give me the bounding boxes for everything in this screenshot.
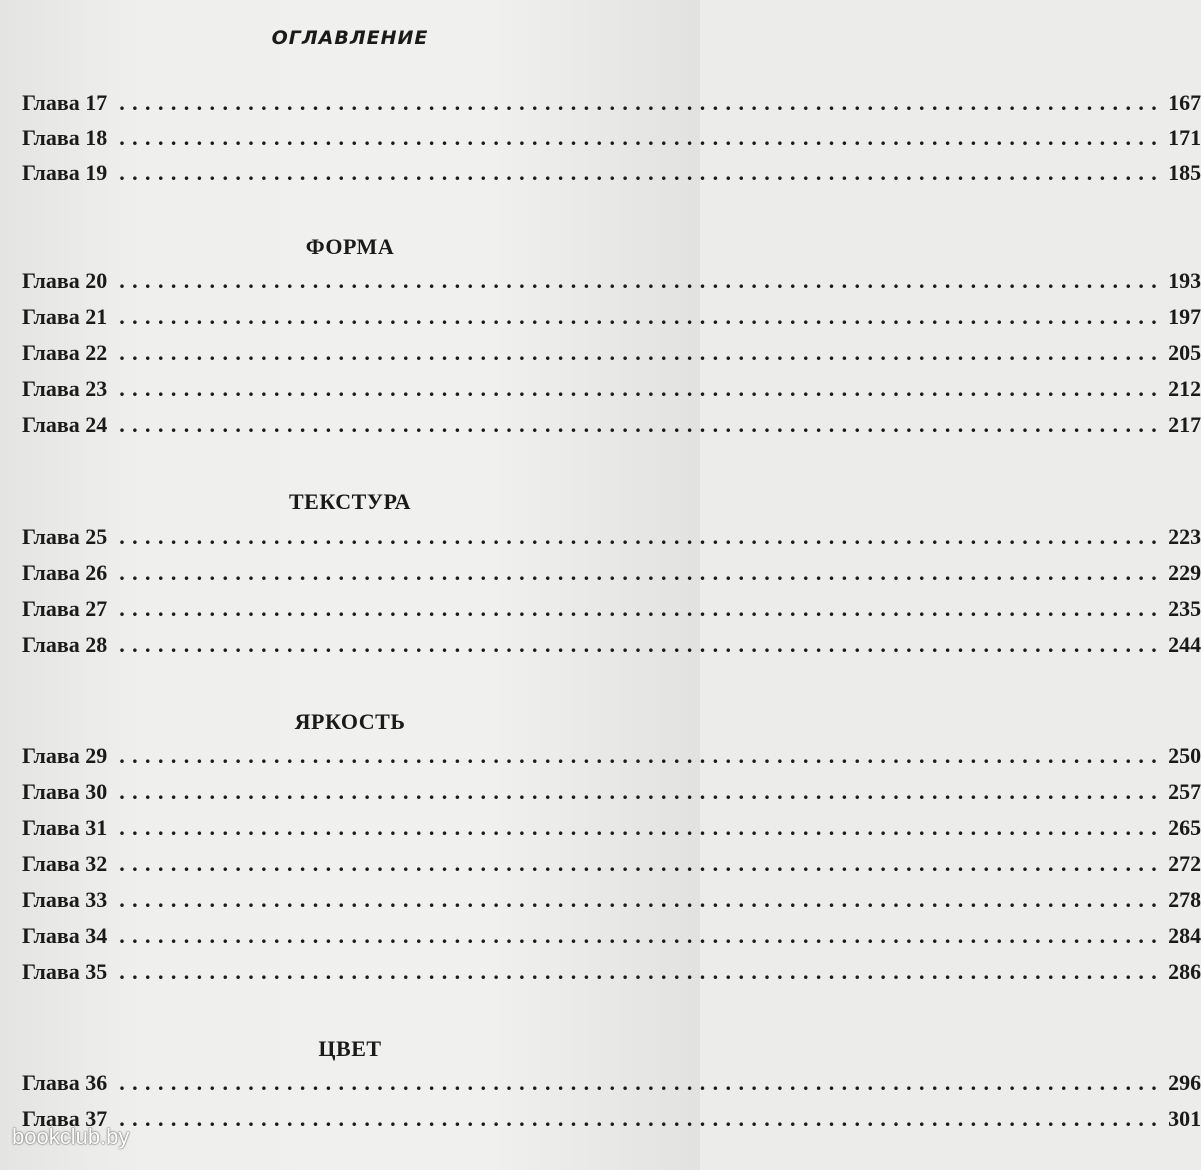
toc-entry (22, 815, 1201, 845)
page-number: 265 (1168, 815, 1201, 840)
dot-leader: ................................................................................. (119, 268, 1165, 293)
dot-leader: ................................................................................. (119, 125, 1165, 150)
toc-entry (22, 160, 1201, 190)
chapter-label: Глава 19 (22, 160, 108, 185)
toc-entry (22, 268, 1201, 298)
section-heading: ЯРКОСТЬ (294, 709, 406, 734)
dot-leader: ................................................................................. (119, 815, 1165, 840)
chapter-label: Глава 32 (22, 851, 108, 876)
toc-title: ОГЛАВЛЕНИЕ (271, 27, 429, 49)
toc-entry (22, 376, 1201, 406)
chapter-label: Глава 27 (22, 596, 108, 621)
dot-leader: ................................................................................. (119, 340, 1165, 365)
dot-leader: ................................................................................. (119, 560, 1165, 585)
page-number: 296 (1168, 1070, 1201, 1095)
dot-leader: ................................................................................. (119, 959, 1165, 984)
chapter-label: Глава 20 (22, 268, 108, 293)
dot-leader: ................................................................................. (119, 160, 1165, 185)
chapter-label: Глава 25 (22, 524, 108, 549)
chapter-label: Глава 23 (22, 376, 108, 401)
chapter-label: Глава 21 (22, 304, 108, 329)
toc-entry (22, 1070, 1201, 1100)
dot-leader: ................................................................................. (119, 524, 1165, 549)
chapter-label: Глава 36 (22, 1070, 108, 1095)
toc-entry (22, 524, 1201, 554)
toc-entry (22, 304, 1201, 334)
toc-entry (22, 412, 1201, 442)
page-number: 217 (1168, 412, 1201, 437)
page-number: 193 (1168, 268, 1201, 293)
toc-entry (22, 90, 1201, 120)
dot-leader: ................................................................................. (119, 304, 1165, 329)
chapter-label: Глава 35 (22, 959, 108, 984)
section-heading: ФОРМА (305, 234, 395, 259)
toc-entry (22, 560, 1201, 590)
dot-leader: ................................................................................. (119, 743, 1165, 768)
page-number: 257 (1168, 779, 1201, 804)
dot-leader: ................................................................................. (119, 1106, 1165, 1131)
dot-leader: ................................................................................. (119, 779, 1165, 804)
dot-leader: ................................................................................. (119, 887, 1165, 912)
page-number: 286 (1168, 959, 1201, 984)
toc-entry (22, 340, 1201, 370)
dot-leader: ................................................................................. (119, 90, 1165, 115)
page-number: 197 (1168, 304, 1201, 329)
page-number: 171 (1168, 125, 1201, 150)
chapter-label: Глава 17 (22, 90, 108, 115)
toc-entry (22, 596, 1201, 626)
chapter-label: Глава 33 (22, 887, 108, 912)
section-heading: ЦВЕТ (318, 1036, 382, 1061)
toc-entry (22, 125, 1201, 155)
watermark: bookclub.by (12, 1124, 130, 1149)
toc-entry (22, 851, 1201, 881)
dot-leader: ................................................................................. (119, 632, 1165, 657)
toc-entry (22, 923, 1201, 953)
dot-leader: ................................................................................. (119, 1070, 1165, 1095)
chapter-label: Глава 24 (22, 412, 108, 437)
toc-entry (22, 959, 1201, 989)
section-heading: ТЕКСТУРА (289, 489, 411, 514)
dot-leader: ................................................................................. (119, 596, 1165, 621)
page-number: 235 (1168, 596, 1201, 621)
chapter-label: Глава 31 (22, 815, 108, 840)
page-number: 278 (1168, 887, 1201, 912)
chapter-label: Глава 28 (22, 632, 108, 657)
page-number: 250 (1168, 743, 1201, 768)
chapter-label: Глава 30 (22, 779, 108, 804)
dot-leader: ................................................................................. (119, 376, 1165, 401)
page-number: 223 (1168, 524, 1201, 549)
dot-leader: ................................................................................. (119, 412, 1165, 437)
page-number: 167 (1168, 90, 1201, 115)
page-number: 272 (1168, 851, 1201, 876)
chapter-label: Глава 29 (22, 743, 108, 768)
chapter-label: Глава 34 (22, 923, 108, 948)
toc-entry (22, 743, 1201, 773)
toc-entry (22, 779, 1201, 809)
chapter-label: Глава 22 (22, 340, 108, 365)
page-number: 284 (1168, 923, 1201, 948)
toc-entry (22, 632, 1201, 662)
dot-leader: ................................................................................. (119, 923, 1165, 948)
page-number: 212 (1168, 376, 1201, 401)
page-number: 229 (1168, 560, 1201, 585)
page-number: 205 (1168, 340, 1201, 365)
page-number: 185 (1168, 160, 1201, 185)
chapter-label: Глава 18 (22, 125, 108, 150)
chapter-label: Глава 26 (22, 560, 108, 585)
page-number: 244 (1168, 632, 1201, 657)
dot-leader: ................................................................................. (119, 851, 1165, 876)
chapter-label: Глава 37 (22, 1106, 108, 1131)
toc-entry (22, 887, 1201, 917)
page-number: 301 (1168, 1106, 1201, 1131)
